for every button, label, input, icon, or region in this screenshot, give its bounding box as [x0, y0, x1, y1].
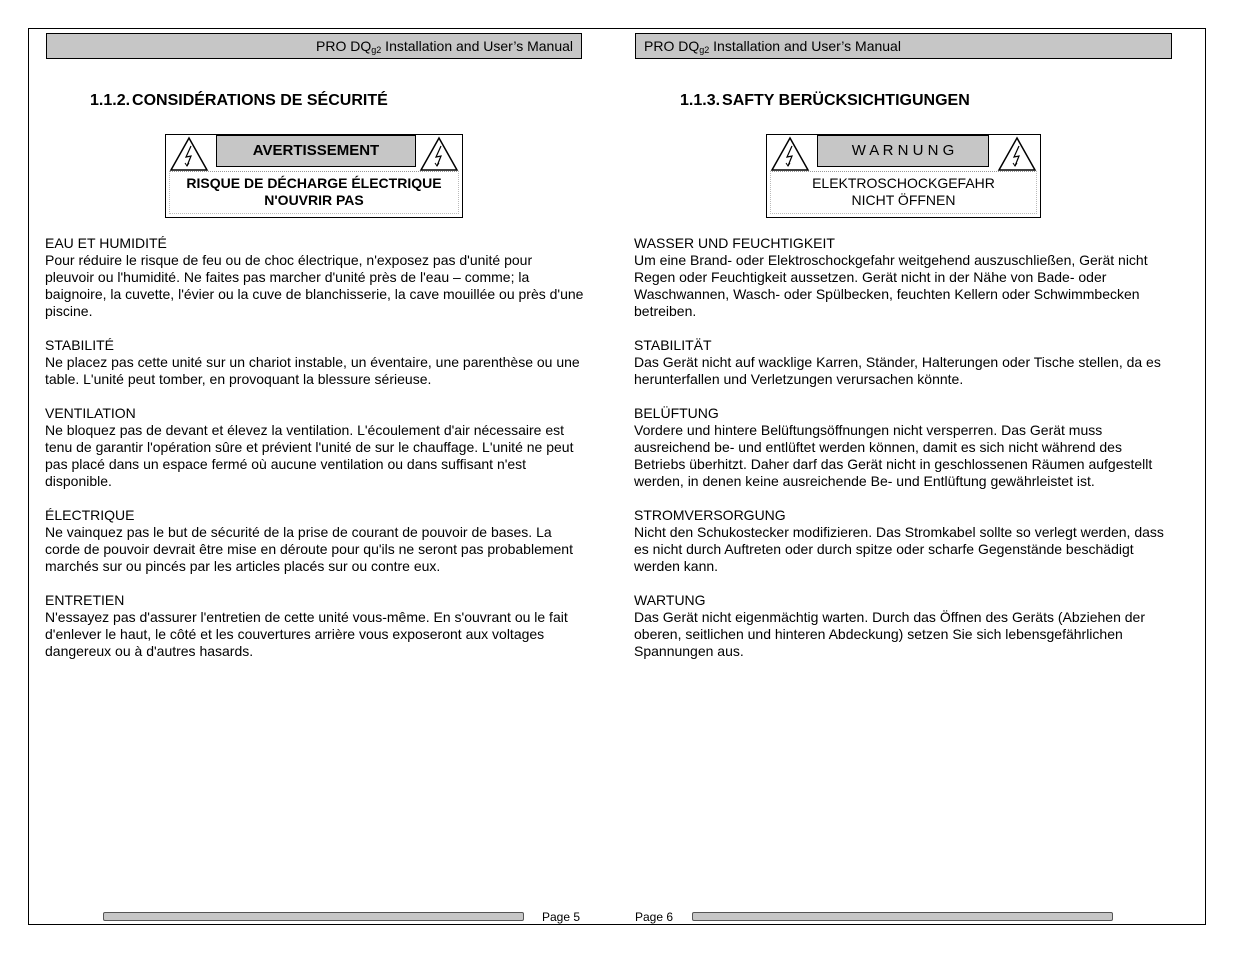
paragraph-text: Ne bloquez pas de devant et élevez la ventilation. L'écoulement d'air nécessaire est tenu de garantir l'opération sûre et prévient l'unité de sur le chauffage. L'unité ne peut pas placé dans un espace fermé où aucune ventilation ou dans suffisant n'est disponible.	[45, 422, 574, 489]
safety-text-column-left	[45, 235, 585, 677]
safety-text-column-right	[634, 235, 1174, 677]
safety-paragraph	[45, 235, 585, 320]
header-title-suffix: Installation and User’s Manual	[381, 38, 573, 54]
header-title-suffix: Installation and User’s Manual	[709, 38, 901, 54]
paragraph-text: Vordere und hintere Belüftungsöffnungen nicht versperren. Das Gerät muss ausreichend be- und entlüftet werden können, damit es sich nicht während des Betriebs überhitzt. Daher darf das Gerät nicht in geschlossenen Räumen aufgestellt werden, in denen keine ausreichende Be- und Entlüftung gewährleistet ist.	[634, 422, 1153, 489]
warning-box-left	[165, 134, 463, 218]
paragraph-text: N'essayez pas d'assurer l'entretien de cette unité vous-même. En s'ouvrant ou le fait d'enlever le haut, le côté et les couvertures arrière vous exposeront aux voltages dangereux ou à d'autres hasards.	[45, 609, 568, 659]
section-title-text: SAFTY BERÜCKSICHTIGUNGEN	[722, 92, 970, 109]
header-title-prefix: PRO DQ	[644, 38, 700, 54]
footer-bar-right	[692, 912, 1113, 921]
warning-banner: W A R N U N G	[817, 135, 989, 167]
page-number-left: Page 5	[542, 910, 581, 924]
header-title-subscript: g2	[699, 45, 710, 55]
paragraph-text: Um eine Brand- oder Elektroschockgefahr weitgehend auszuschließen, Gerät nicht Regen oder Feuchtigkeit aussetzen. Gerät nicht in der Nähe von Bade- oder Waschwannen, Wasch- oder Spülbecken, feuchten Kellern oder Schwimmbecken betreiben.	[634, 252, 1148, 319]
page-header-right	[635, 33, 1172, 59]
paragraph-heading: WASSER UND FEUCHTIGKEIT	[634, 235, 835, 251]
electric-shock-warning-icon	[169, 136, 209, 172]
safety-paragraph	[45, 592, 585, 660]
page-header-left	[46, 33, 582, 59]
paragraph-heading: BELÜFTUNG	[634, 405, 719, 421]
paragraph-heading: VENTILATION	[45, 405, 136, 421]
safety-paragraph	[634, 235, 1174, 320]
section-title-left	[90, 92, 388, 110]
paragraph-text: Pour réduire le risque de feu ou de choc électrique, n'exposez pas d'unité pour pleuvoir ou l'humidité. Ne faites pas marcher d'unité près de l'eau – comme; la baignoire, la cuvette, l'évier ou la cuve de blanchisserie, la cave mouillée ou près d'une piscine.	[45, 252, 584, 319]
paragraph-heading: WARTUNG	[634, 592, 706, 608]
warning-message	[166, 175, 462, 209]
section-title-text: CONSIDÉRATIONS DE SÉCURITÉ	[132, 92, 388, 109]
electric-shock-warning-icon	[997, 136, 1037, 172]
paragraph-text: Nicht den Schukostecker modifizieren. Das Stromkabel sollte so verlegt werden, dass es nicht durch Auftreten oder durch spitze oder scharfe Gegenstände beschädigt werden kann.	[634, 524, 1164, 574]
paragraph-heading: STABILITÄT	[634, 337, 712, 353]
safety-paragraph	[634, 507, 1174, 575]
safety-paragraph	[45, 337, 585, 388]
paragraph-heading: ENTRETIEN	[45, 592, 125, 608]
footer-bar-left	[103, 912, 524, 921]
section-number: 1.1.3.	[680, 92, 721, 109]
paragraph-heading: STABILITÉ	[45, 337, 114, 353]
section-title-right	[680, 92, 970, 110]
safety-paragraph	[45, 405, 585, 490]
page-number-right: Page 6	[635, 910, 674, 924]
warning-line-1: ELEKTROSCHOCKGEFAHR	[812, 175, 995, 191]
safety-paragraph	[634, 405, 1174, 490]
header-title-prefix: PRO DQ	[316, 38, 372, 54]
paragraph-text: Das Gerät nicht eigenmächtig warten. Durch das Öffnen des Geräts (Abziehen der oberen, seitlichen und hinteren Abdeckung) setzen Sie sich lebensgefährlichen Spannungen aus.	[634, 609, 1146, 659]
paragraph-text: Ne vainquez pas le but de sécurité de la prise de courant de pouvoir de bases. La corde de pouvoir devrait être mise en déroute pour qu'ils ne seront pas probablement marchés sur ou pincés par les articles placés sur ou contre eux.	[45, 524, 573, 574]
warning-banner: AVERTISSEMENT	[216, 135, 416, 167]
header-title-subscript: g2	[371, 45, 382, 55]
warning-line-2: N'OUVRIR PAS	[264, 192, 364, 208]
warning-line-2: NICHT ÖFFNEN	[851, 192, 956, 208]
paragraph-heading: ÉLECTRIQUE	[45, 507, 135, 523]
warning-box-right	[766, 134, 1041, 218]
paragraph-heading: STROMVERSORGUNG	[634, 507, 786, 523]
paragraph-heading: EAU ET HUMIDITÉ	[45, 235, 167, 251]
warning-message	[767, 175, 1040, 209]
safety-paragraph	[634, 592, 1174, 660]
paragraph-text: Ne placez pas cette unité sur un chariot instable, un éventaire, une parenthèse ou une table. L'unité peut tomber, en provoquant la blessure sérieuse.	[45, 354, 580, 387]
paragraph-text: Das Gerät nicht auf wacklige Karren, Ständer, Halterungen oder Tische stellen, da es herunterfallen und Verletzungen verursachen könnte.	[634, 354, 1161, 387]
electric-shock-warning-icon	[419, 136, 459, 172]
section-number: 1.1.2.	[90, 92, 131, 109]
safety-paragraph	[634, 337, 1174, 388]
electric-shock-warning-icon	[770, 136, 810, 172]
warning-line-1: RISQUE DE DÉCHARGE ÉLECTRIQUE	[186, 175, 442, 191]
safety-paragraph	[45, 507, 585, 575]
